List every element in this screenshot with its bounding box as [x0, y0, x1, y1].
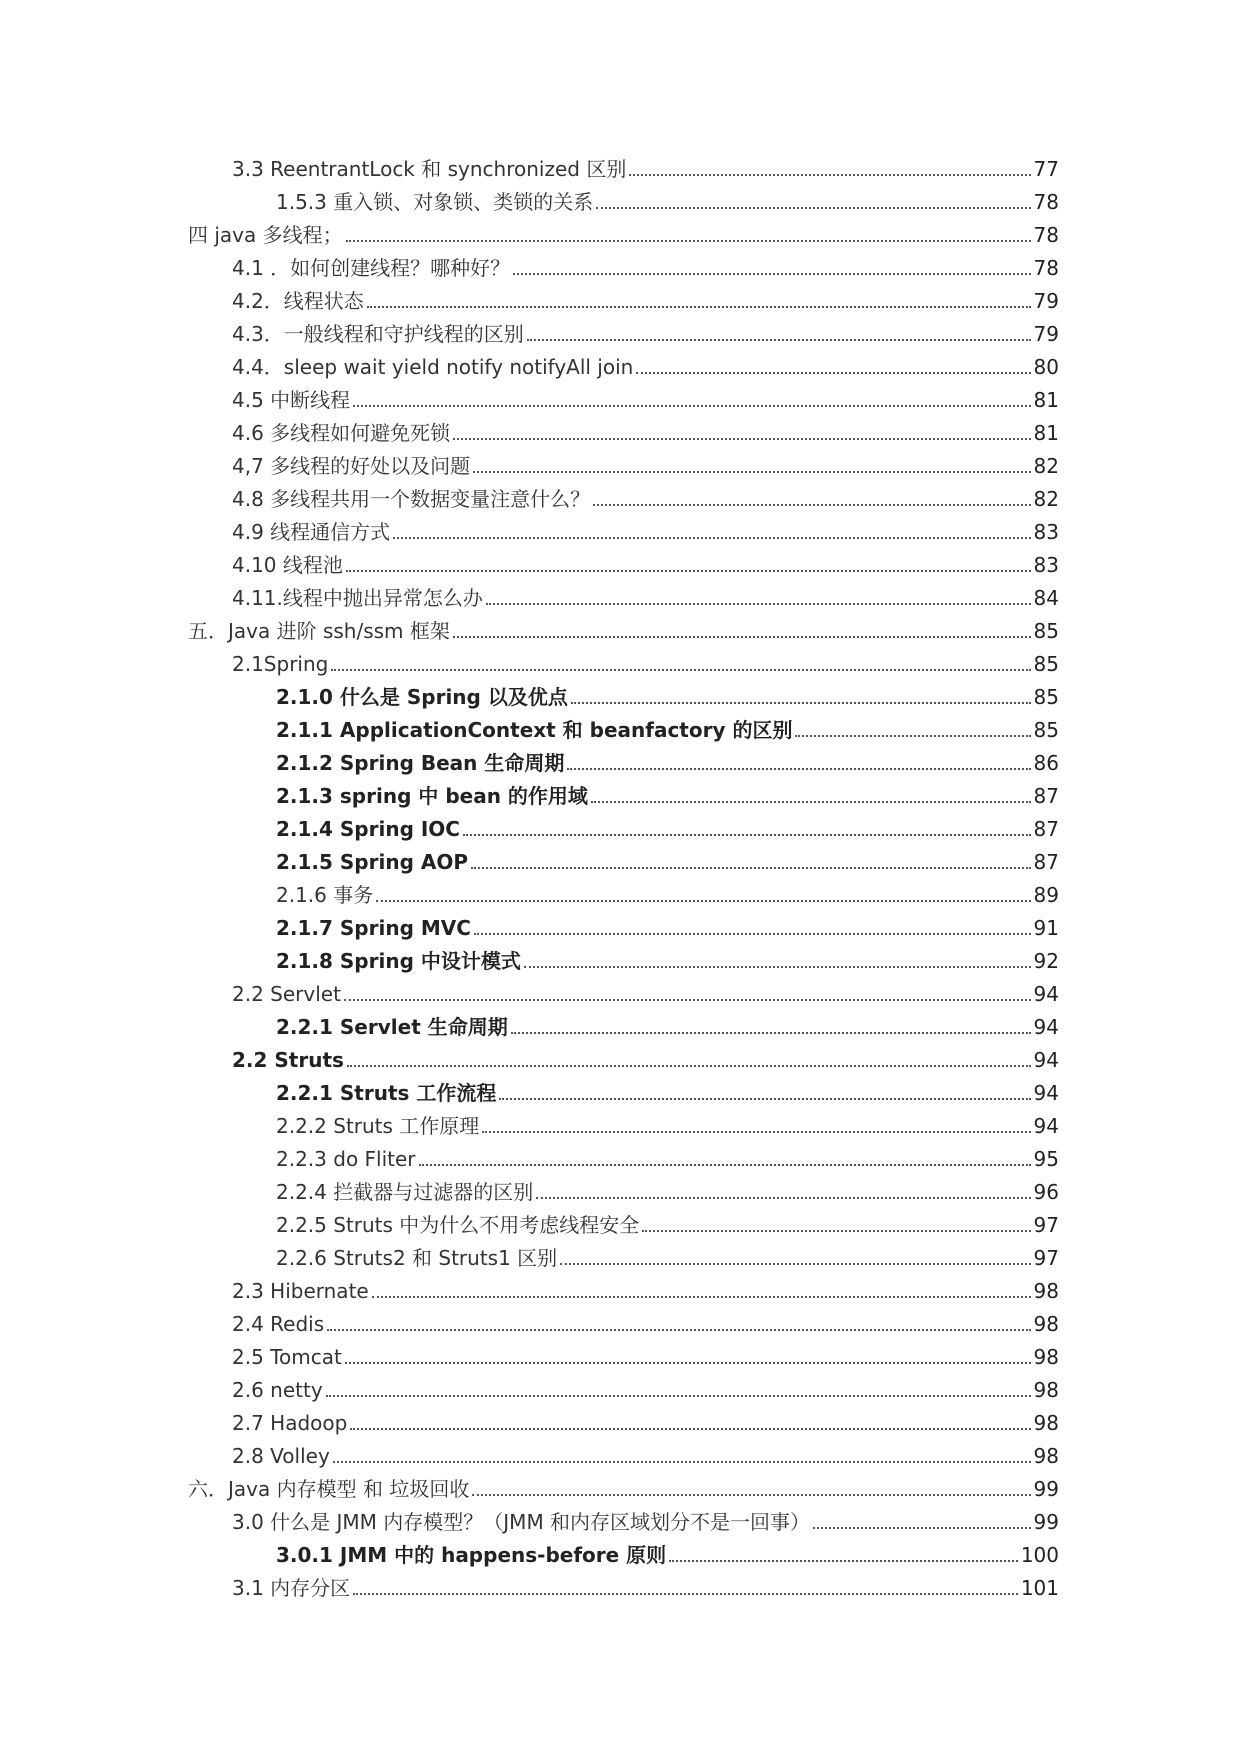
- toc-entry-page-number: 98: [1033, 1411, 1059, 1435]
- dot-leader: [326, 1394, 1031, 1397]
- toc-entry-title: 3.3 ReentrantLock 和 synchronized 区别: [232, 157, 627, 181]
- dot-leader: [346, 239, 1031, 242]
- toc-entry-title: 3.0.1 JMM 中的 happens-before 原则: [276, 1543, 667, 1567]
- toc-entry-page-number: 89: [1033, 883, 1059, 907]
- toc-entry[interactable]: [0, 613, 1240, 646]
- toc-entry[interactable]: [0, 1405, 1240, 1438]
- toc-entry[interactable]: [0, 679, 1240, 712]
- toc-entry[interactable]: [0, 316, 1240, 349]
- toc-entry-page-number: 81: [1033, 388, 1059, 412]
- dot-leader: [669, 1559, 1018, 1562]
- toc-entry-title: 2.1.7 Spring MVC: [276, 916, 471, 940]
- toc-entry-page-number: 87: [1033, 817, 1059, 841]
- dot-leader: [393, 536, 1030, 539]
- toc-entry[interactable]: [0, 547, 1240, 580]
- dot-leader: [813, 1526, 1030, 1529]
- toc-entry-page-number: 98: [1033, 1279, 1059, 1303]
- toc-entry[interactable]: [0, 1042, 1240, 1075]
- toc-entry[interactable]: [0, 877, 1240, 910]
- dot-leader: [636, 371, 1030, 374]
- dot-leader: [372, 1295, 1031, 1298]
- toc-entry-title: 2.8 Volley: [232, 1444, 330, 1468]
- toc-entry-page-number: 91: [1033, 916, 1059, 940]
- table-of-contents: [0, 151, 1240, 1603]
- toc-entry-title: 2.4 Redis: [232, 1312, 325, 1336]
- dot-leader: [345, 1361, 1031, 1364]
- toc-entry-title: 2.2.4 拦截器与过滤器的区别: [276, 1180, 534, 1204]
- toc-entry-page-number: 82: [1033, 454, 1059, 478]
- toc-entry[interactable]: [0, 1339, 1240, 1372]
- dot-leader: [463, 833, 1031, 836]
- toc-entry-title: 2.2.1 Struts 工作流程: [276, 1081, 497, 1105]
- toc-entry-page-number: 98: [1033, 1312, 1059, 1336]
- toc-entry-title: 2.3 Hibernate: [232, 1279, 369, 1303]
- toc-entry-page-number: 96: [1033, 1180, 1059, 1204]
- dot-leader: [419, 1163, 1031, 1166]
- toc-entry-page-number: 101: [1020, 1576, 1059, 1600]
- toc-entry-page-number: 77: [1033, 157, 1059, 181]
- dot-leader: [453, 437, 1030, 440]
- dot-leader: [571, 701, 1031, 704]
- dot-leader: [367, 305, 1031, 308]
- toc-entry[interactable]: [0, 1009, 1240, 1042]
- toc-entry-page-number: 95: [1033, 1147, 1059, 1171]
- toc-entry[interactable]: [0, 778, 1240, 811]
- toc-entry-title: 4.1 ．如何创建线程？哪种好？: [232, 256, 511, 280]
- dot-leader: [536, 1196, 1030, 1199]
- toc-entry-title: 2.2 Struts: [232, 1048, 344, 1072]
- dot-leader: [473, 470, 1030, 473]
- toc-entry-page-number: 79: [1033, 322, 1059, 346]
- dot-leader: [471, 866, 1031, 869]
- toc-entry[interactable]: [0, 1174, 1240, 1207]
- toc-entry-title: 五．Java 进阶 ssh/ssm 框架: [188, 619, 450, 643]
- toc-entry-page-number: 97: [1033, 1213, 1059, 1237]
- toc-entry[interactable]: [0, 1141, 1240, 1174]
- toc-entry[interactable]: [0, 184, 1240, 217]
- toc-entry-page-number: 78: [1033, 256, 1059, 280]
- toc-entry-title: 4.10 线程池: [232, 553, 343, 577]
- toc-entry-title: 2.1.3 spring 中 bean 的作用域: [276, 784, 588, 808]
- toc-entry-title: 2.1.5 Spring AOP: [276, 850, 469, 874]
- toc-entry-title: 2.1.4 Spring IOC: [276, 817, 460, 841]
- toc-entry-page-number: 78: [1033, 223, 1059, 247]
- toc-entry-page-number: 97: [1033, 1246, 1059, 1270]
- toc-entry-title: 2.2.5 Struts 中为什么不用考虑线程安全: [276, 1213, 640, 1237]
- toc-entry-page-number: 87: [1033, 850, 1059, 874]
- toc-entry-title: 六．Java 内存模型 和 垃圾回收: [188, 1477, 470, 1501]
- toc-entry[interactable]: [0, 844, 1240, 877]
- dot-leader: [333, 1460, 1031, 1463]
- toc-entry-title: 2.2.6 Struts2 和 Struts1 区别: [276, 1246, 558, 1270]
- dot-leader: [486, 602, 1031, 605]
- toc-entry-page-number: 83: [1033, 520, 1059, 544]
- toc-entry-page-number: 92: [1033, 949, 1059, 973]
- dot-leader: [524, 965, 1031, 968]
- toc-entry-title: 2.7 Hadoop: [232, 1411, 348, 1435]
- dot-leader: [629, 173, 1030, 176]
- toc-entry-page-number: 98: [1033, 1345, 1059, 1369]
- dot-leader: [347, 1064, 1031, 1067]
- dot-leader: [376, 899, 1030, 902]
- toc-entry-page-number: 82: [1033, 487, 1059, 511]
- toc-entry[interactable]: [0, 1207, 1240, 1240]
- toc-entry-title: 4.3．一般线程和守护线程的区别: [232, 322, 524, 346]
- toc-entry-title: 2.6 netty: [232, 1378, 323, 1402]
- toc-entry-title: 2.5 Tomcat: [232, 1345, 342, 1369]
- toc-entry[interactable]: [0, 448, 1240, 481]
- toc-entry[interactable]: [0, 1438, 1240, 1471]
- toc-entry[interactable]: [0, 580, 1240, 613]
- dot-leader: [527, 338, 1031, 341]
- toc-entry[interactable]: [0, 1570, 1240, 1603]
- toc-entry-title: 2.2.2 Struts 工作原理: [276, 1114, 480, 1138]
- toc-entry-page-number: 81: [1033, 421, 1059, 445]
- toc-entry-title: 2.1.1 ApplicationContext 和 beanfactory 的区别: [276, 718, 793, 742]
- toc-entry-page-number: 84: [1033, 586, 1059, 610]
- toc-entry[interactable]: [0, 382, 1240, 415]
- toc-entry[interactable]: [0, 976, 1240, 1009]
- toc-entry[interactable]: [0, 1240, 1240, 1273]
- toc-entry-title: 四 java 多线程；: [188, 223, 343, 247]
- toc-entry[interactable]: [0, 712, 1240, 745]
- toc-entry[interactable]: [0, 1504, 1240, 1537]
- toc-entry-page-number: 94: [1033, 1081, 1059, 1105]
- toc-entry-page-number: 85: [1033, 619, 1059, 643]
- toc-entry[interactable]: [0, 1075, 1240, 1108]
- toc-entry-page-number: 80: [1033, 355, 1059, 379]
- toc-entry[interactable]: [0, 283, 1240, 316]
- toc-entry[interactable]: [0, 745, 1240, 778]
- toc-entry-title: 4.4．sleep wait yield notify notifyAll join: [232, 355, 634, 379]
- toc-entry-title: 2.2 Servlet: [232, 982, 341, 1006]
- dot-leader: [591, 800, 1031, 803]
- toc-entry-page-number: 100: [1020, 1543, 1059, 1567]
- toc-entry-page-number: 99: [1033, 1477, 1059, 1501]
- toc-entry-page-number: 94: [1033, 1015, 1059, 1039]
- dot-leader: [482, 1130, 1030, 1133]
- toc-entry-page-number: 94: [1033, 1048, 1059, 1072]
- toc-entry[interactable]: [0, 943, 1240, 976]
- toc-entry[interactable]: [0, 415, 1240, 448]
- toc-entry-title: 2.1.2 Spring Bean 生命周期: [276, 751, 565, 775]
- dot-leader: [560, 1262, 1030, 1265]
- toc-entry-page-number: 99: [1033, 1510, 1059, 1534]
- toc-entry[interactable]: [0, 217, 1240, 250]
- toc-entry-page-number: 85: [1033, 685, 1059, 709]
- dot-leader: [795, 734, 1030, 737]
- dot-leader: [350, 1427, 1030, 1430]
- toc-entry-page-number: 85: [1033, 718, 1059, 742]
- dot-leader: [642, 1229, 1030, 1232]
- toc-entry[interactable]: [0, 1372, 1240, 1405]
- toc-entry[interactable]: [0, 811, 1240, 844]
- toc-entry[interactable]: [0, 910, 1240, 943]
- toc-entry-title: 4.6 多线程如何避免死锁: [232, 421, 451, 445]
- toc-entry-page-number: 86: [1033, 751, 1059, 775]
- toc-entry-title: 4,7 多线程的好处以及问题: [232, 454, 471, 478]
- dot-leader: [472, 1493, 1030, 1496]
- toc-entry-title: 2.2.1 Servlet 生命周期: [276, 1015, 508, 1039]
- dot-leader: [344, 998, 1031, 1001]
- toc-entry-title: 2.2.3 do Fliter: [276, 1147, 416, 1171]
- dot-leader: [327, 1328, 1030, 1331]
- toc-entry-title: 4.5 中断线程: [232, 388, 351, 412]
- toc-entry-page-number: 98: [1033, 1444, 1059, 1468]
- toc-entry-page-number: 79: [1033, 289, 1059, 313]
- toc-entry-page-number: 83: [1033, 553, 1059, 577]
- toc-entry[interactable]: [0, 151, 1240, 184]
- toc-entry-title: 2.1.0 什么是 Spring 以及优点: [276, 685, 568, 709]
- toc-entry-title: 3.0 什么是 JMM 内存模型？（JMM 和内存区域划分不是一回事）: [232, 1510, 811, 1534]
- toc-entry-title: 2.1.8 Spring 中设计模式: [276, 949, 521, 973]
- dot-leader: [499, 1097, 1030, 1100]
- toc-entry[interactable]: [0, 481, 1240, 514]
- toc-entry-page-number: 78: [1033, 190, 1059, 214]
- toc-entry[interactable]: [0, 1471, 1240, 1504]
- dot-leader: [453, 635, 1031, 638]
- toc-entry-title: 4.2．线程状态: [232, 289, 364, 313]
- toc-entry-title: 3.1 内存分区: [232, 1576, 351, 1600]
- dot-leader: [474, 932, 1031, 935]
- dot-leader: [511, 1031, 1031, 1034]
- dot-leader: [593, 503, 1030, 506]
- toc-entry-title: 4.9 线程通信方式: [232, 520, 391, 544]
- toc-entry-page-number: 94: [1033, 1114, 1059, 1138]
- toc-entry-title: 4.8 多线程共用一个数据变量注意什么？: [232, 487, 591, 511]
- toc-entry[interactable]: [0, 646, 1240, 679]
- dot-leader: [513, 272, 1030, 275]
- dot-leader: [353, 404, 1030, 407]
- toc-entry[interactable]: [0, 349, 1240, 382]
- toc-entry[interactable]: [0, 1537, 1240, 1570]
- toc-entry-title: 2.1.6 事务: [276, 883, 374, 907]
- toc-entry[interactable]: [0, 250, 1240, 283]
- toc-entry-title: 4.11.线程中抛出异常怎么办: [232, 586, 483, 610]
- dot-leader: [567, 767, 1030, 770]
- dot-leader: [331, 668, 1030, 671]
- toc-entry-page-number: 98: [1033, 1378, 1059, 1402]
- toc-entry-title: 1.5.3 重入锁、对象锁、类锁的关系: [276, 190, 594, 214]
- toc-entry-page-number: 94: [1033, 982, 1059, 1006]
- toc-entry[interactable]: [0, 1306, 1240, 1339]
- dot-leader: [346, 569, 1031, 572]
- toc-entry-page-number: 87: [1033, 784, 1059, 808]
- toc-entry-title: 2.1Spring: [232, 652, 329, 676]
- toc-entry[interactable]: [0, 514, 1240, 547]
- toc-entry[interactable]: [0, 1273, 1240, 1306]
- toc-entry-page-number: 85: [1033, 652, 1059, 676]
- dot-leader: [596, 206, 1030, 209]
- dot-leader: [353, 1592, 1018, 1595]
- toc-entry[interactable]: [0, 1108, 1240, 1141]
